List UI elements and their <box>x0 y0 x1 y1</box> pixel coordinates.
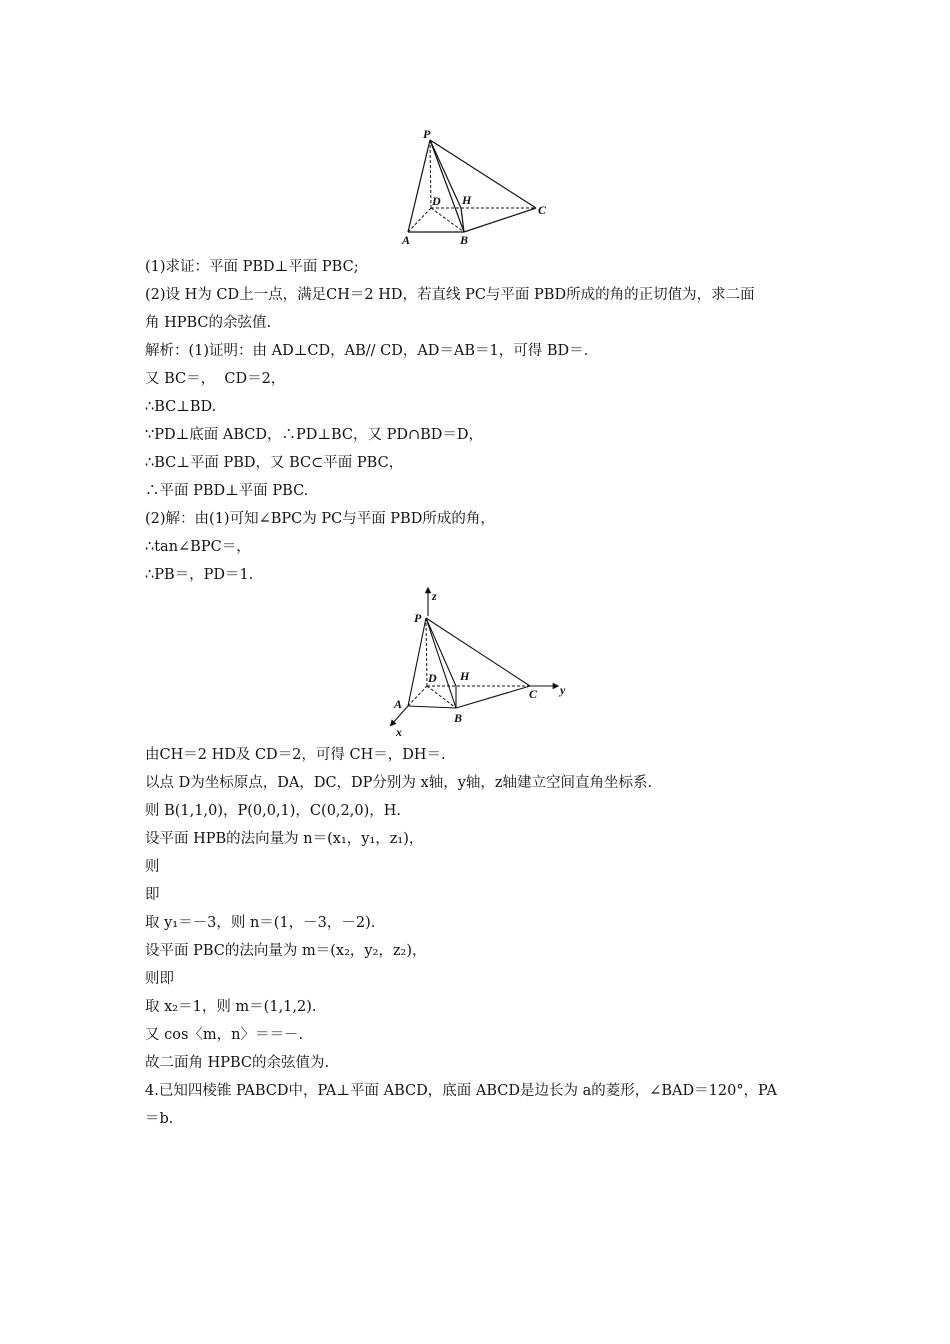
pyramid-figure-1 <box>398 126 558 250</box>
label-A: A <box>402 233 411 247</box>
text-line-17: 则 <box>145 859 160 875</box>
text-line-24: 故二面角 HPBC的余弦值为. <box>145 1055 330 1071</box>
label-C: C <box>538 203 547 217</box>
label-P: P <box>423 127 431 141</box>
text-line-21: 则即 <box>145 971 174 987</box>
text-line-23: 又 cos〈m，n〉＝＝－. <box>145 1027 304 1043</box>
axis-label-y: y <box>560 683 566 697</box>
pyramid-figure-2 <box>384 586 574 740</box>
edge-BC <box>456 686 530 708</box>
text-line-16: 设平面 HPB的法向量为 n＝(x₁，y₁，z₁)， <box>145 831 424 847</box>
text-line-15: 则 B(1,1,0)，P(0,0,1)，C(0,2,0)，H. <box>145 803 401 819</box>
label-B: B <box>460 233 469 247</box>
text-line-8: ∴BC⊥平面 PBD，又 BC⊂平面 PBC， <box>145 455 404 471</box>
text-line-6: ∴BC⊥BD. <box>145 399 217 415</box>
edge-AB <box>408 706 456 708</box>
text-line-10: (2)解：由(1)可知∠BPC为 PC与平面 PBD所成的角， <box>145 511 495 527</box>
text-line-18: 即 <box>145 887 160 903</box>
text-line-11: ∴tan∠BPC＝， <box>145 539 251 555</box>
text-line-4: 解析：(1)证明：由 AD⊥CD，AB// CD，AD＝AB＝1，可得 BD＝. <box>145 343 589 359</box>
text-line-13: 由CH＝2 HD及 CD＝2，可得 CH＝，DH＝. <box>145 747 446 763</box>
text-line-2: (2)设 H为 CD上一点，满足CH＝2 HD，若直线 PC与平面 PBD所成的角的正切值为，求二面 <box>145 287 755 303</box>
text-line-20: 设平面 PBC的法向量为 m＝(x₂，y₂，z₂)， <box>145 943 427 959</box>
label-H: H <box>462 193 472 207</box>
label-B: B <box>454 711 463 725</box>
label-D: D <box>432 194 441 208</box>
hidden-edge-AD <box>408 686 427 706</box>
edge-PB <box>430 140 464 232</box>
edge-PA <box>408 618 426 706</box>
text-line-3: 角 HPBC的余弦值. <box>145 315 272 331</box>
label-P: P <box>414 611 422 625</box>
edge-PB <box>426 618 456 708</box>
text-line-26: ＝b. <box>145 1111 174 1127</box>
text-line-19: 取 y₁＝－3，则 n＝(1，－3，－2). <box>145 915 376 931</box>
label-A: A <box>394 697 403 711</box>
text-line-1: (1)求证：平面 PBD⊥平面 PBC; <box>145 259 359 275</box>
axis-label-z: z <box>432 589 437 603</box>
text-line-5: 又 BC＝， CD＝2， <box>145 371 286 387</box>
hidden-edge-PD <box>426 618 427 686</box>
label-H: H <box>460 669 470 683</box>
text-line-7: ∵PD⊥底面 ABCD，∴PD⊥BC，又 PD∩BD＝D， <box>145 427 484 443</box>
axis-label-x: x <box>396 725 402 739</box>
hidden-edge-PD <box>430 140 431 208</box>
text-line-22: 取 x₂＝1，则 m＝(1,1,2). <box>145 999 317 1015</box>
edge-PA <box>408 140 430 232</box>
hidden-edge-DB <box>427 686 456 708</box>
text-line-14: 以点 D为坐标原点，DA，DC，DP分别为 x轴，y轴，z轴建立空间直角坐标系. <box>145 775 653 791</box>
label-D: D <box>428 671 437 685</box>
label-C: C <box>529 687 538 701</box>
text-line-25: 4.已知四棱锥 PABCD中，PA⊥平面 ABCD，底面 ABCD是边长为 a的菱形，∠BAD＝120°，PA <box>145 1083 777 1099</box>
edge-BC <box>464 208 536 232</box>
text-line-12: ∴PB＝，PD＝1. <box>145 567 254 583</box>
text-line-9: ∴平面 PBD⊥平面 PBC. <box>145 483 309 499</box>
